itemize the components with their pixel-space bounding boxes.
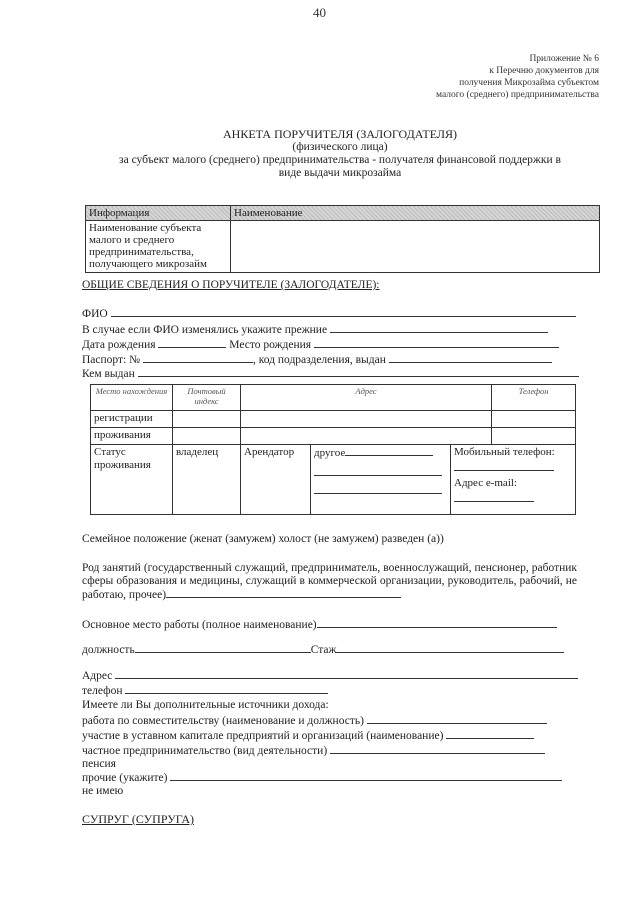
income-row: [82, 714, 547, 728]
experience-label: Стаж: [310, 644, 337, 656]
addr-cell[interactable]: [173, 428, 241, 445]
income-field[interactable]: [367, 714, 547, 724]
status-owner[interactable]: владелец: [173, 445, 241, 515]
passport-row: [82, 353, 552, 367]
income-field[interactable]: [330, 744, 545, 754]
spouse-heading: СУПРУГ (СУПРУГА): [82, 812, 194, 826]
birth-date-label: Дата рождения: [82, 339, 156, 351]
issued-by-label: Кем выдан: [82, 368, 135, 380]
addr-cell[interactable]: [241, 428, 492, 445]
addr-header-index: Почтовый индекс: [173, 385, 241, 411]
birth-date-field[interactable]: [158, 338, 226, 348]
passport-label: Паспорт: №: [82, 354, 141, 366]
income-field[interactable]: [446, 729, 534, 739]
birth-place-field[interactable]: [314, 338, 559, 348]
contact-cell: [451, 445, 576, 515]
income-field[interactable]: [170, 771, 562, 781]
addr-row-residence: проживания: [91, 428, 173, 445]
main-job-row: [82, 618, 557, 632]
fio-label: ФИО: [82, 308, 108, 320]
income-row: [82, 729, 534, 743]
addr-header-location: Место нахождения: [91, 385, 173, 411]
occupation-field[interactable]: [166, 588, 401, 598]
title-line-2: (физического лица): [292, 141, 388, 153]
income-item: прочие (укажите): [82, 772, 168, 784]
income-item: работа по совместительству (наименование и должность): [82, 715, 364, 727]
status-label: Статус проживания: [91, 445, 173, 515]
occupation-row: [82, 562, 577, 602]
appendix-note: [436, 53, 599, 101]
status-other-field-2[interactable]: [314, 466, 442, 476]
addr-cell[interactable]: [241, 411, 492, 428]
status-other-field[interactable]: [345, 446, 433, 456]
addr-row-registration: регистрации: [91, 411, 173, 428]
income-item-pension[interactable]: пенсия: [82, 758, 116, 770]
addr-header-phone: Телефон: [492, 385, 576, 411]
info-table: [85, 205, 600, 273]
main-job-label: Основное место работы (полное наименование): [82, 619, 317, 631]
main-job-field[interactable]: [317, 618, 557, 628]
status-other[interactable]: [311, 445, 451, 515]
address-label: Адрес: [82, 670, 113, 682]
addr-cell[interactable]: [173, 411, 241, 428]
income-item-none[interactable]: не имею: [82, 785, 124, 797]
email-field[interactable]: [454, 492, 534, 502]
status-other-label: другое: [314, 447, 346, 459]
general-heading: ОБЩИЕ СВЕДЕНИЯ О ПОРУЧИТЕЛЕ (ЗАЛОГОДАТЕЛЕ):: [82, 279, 380, 291]
title-line-4: виде выдачи микрозайма: [278, 167, 402, 179]
position-row: [82, 643, 564, 657]
phone-field[interactable]: [125, 684, 328, 694]
address-table: [90, 384, 576, 515]
appendix-line: к Перечню документов для: [489, 66, 599, 76]
issued-by-row: [82, 367, 579, 381]
issued-field[interactable]: [389, 353, 552, 363]
info-header-col2: Наименование: [231, 206, 600, 221]
info-row-label: Наименование субъекта малого и среднего предпринимательства, получающего микрозайм: [86, 221, 231, 273]
income-question: Имеете ли Вы дополнительные источники дохода:: [82, 699, 329, 711]
prev-fio-label: В случае если ФИО изменялись укажите прежние: [82, 324, 328, 336]
mobile-field[interactable]: [454, 461, 554, 471]
info-header-col1: Информация: [86, 206, 231, 221]
phone-row: [82, 684, 328, 698]
birth-place-label: Место рождения: [229, 339, 312, 351]
status-other-field-3[interactable]: [314, 484, 442, 494]
addr-cell[interactable]: [492, 428, 576, 445]
experience-field[interactable]: [336, 643, 564, 653]
status-tenant[interactable]: Арендатор: [241, 445, 311, 515]
phone-label: телефон: [82, 685, 123, 697]
address-row: [82, 669, 578, 683]
passport-number-field[interactable]: [143, 353, 253, 363]
email-label: Адрес e-mail:: [454, 477, 517, 489]
income-item: частное предпринимательство (вид деятельности): [82, 745, 328, 757]
position-label: должность: [82, 644, 135, 656]
appendix-line: Приложение № 6: [529, 54, 599, 64]
mobile-label: Мобильный телефон:: [454, 446, 555, 458]
division-label: , код подразделения, выдан: [252, 354, 386, 366]
issued-by-field[interactable]: [138, 367, 579, 377]
appendix-line: малого (среднего) предпринимательства: [436, 90, 599, 100]
info-row-value[interactable]: [231, 221, 600, 273]
title-line-1: АНКЕТА ПОРУЧИТЕЛЯ (ЗАЛОГОДАТЕЛЯ): [223, 127, 457, 141]
address-field[interactable]: [115, 669, 578, 679]
page-number: 40: [313, 5, 326, 20]
form-title: [40, 128, 639, 180]
position-field[interactable]: [135, 643, 311, 653]
addr-header-address: Адрес: [241, 385, 492, 411]
addr-cell[interactable]: [492, 411, 576, 428]
title-line-3: за субъект малого (среднего) предпринимательства - получателя финансовой поддержки в: [119, 154, 561, 166]
income-row: [82, 771, 562, 785]
birth-row: [82, 338, 559, 352]
prev-fio-row: [82, 323, 548, 337]
prev-fio-field[interactable]: [330, 323, 548, 333]
appendix-line: получения Микрозайма субъектом: [459, 78, 599, 88]
fio-row: [82, 307, 576, 321]
income-row: [82, 744, 545, 758]
occupation-text[interactable]: Род занятий (государственный служащий, предприниматель, военнослужащий, пенсионер, работник сферы образования и медицины, служащий в коммерческой организации, руководитель, рабочий, не работаю, прочее): [82, 562, 577, 601]
family-status[interactable]: Семейное положение (женат (замужем) холост (не замужем) разведен (а)): [82, 533, 444, 545]
income-item: участие в уставном капитале предприятий и организаций (наименование): [82, 730, 444, 742]
fio-field[interactable]: [111, 307, 576, 317]
